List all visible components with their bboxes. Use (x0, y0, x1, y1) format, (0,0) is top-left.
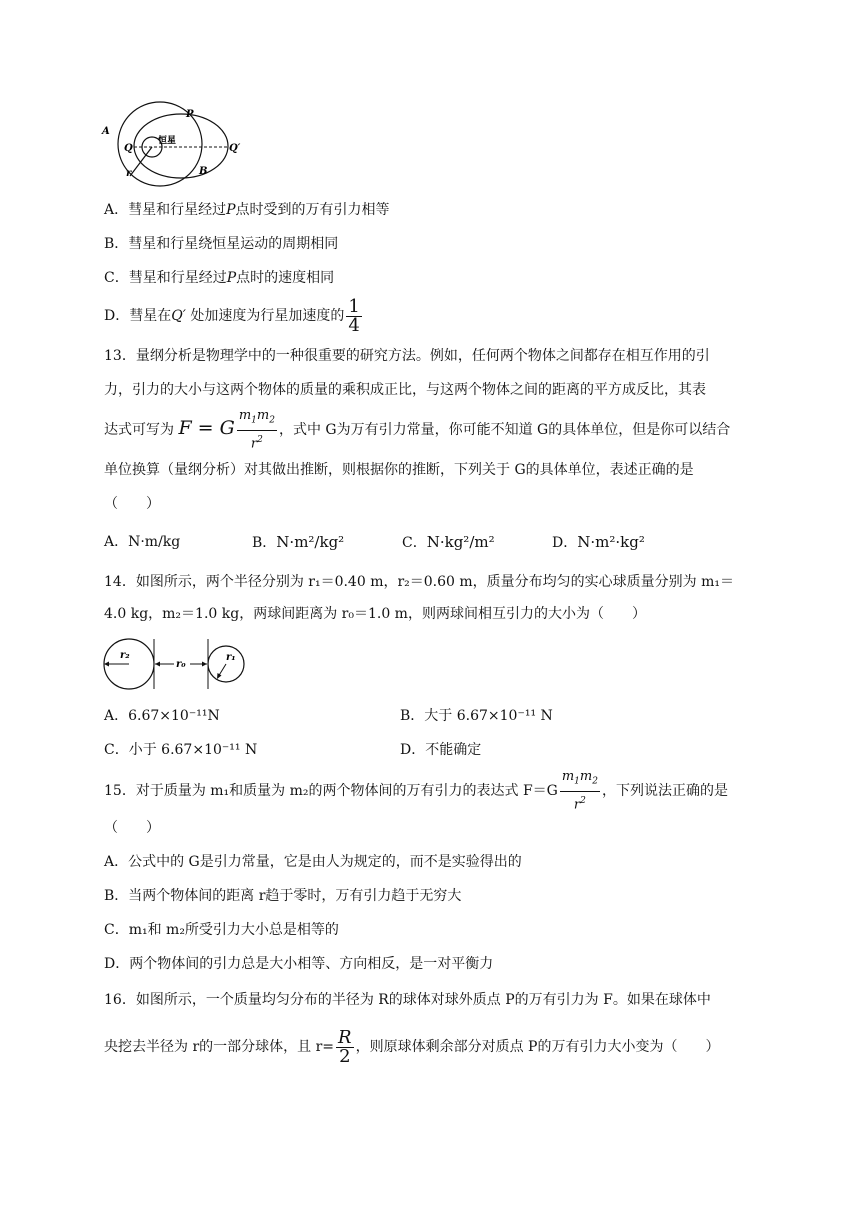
q13-option-b-unit: N·m²/kg² (276, 533, 345, 551)
q12-fraction (346, 295, 361, 336)
q14-option-b: B．大于 6.67×10⁻¹¹ N (400, 708, 553, 724)
q13-option-a: A．N·m/kg (104, 534, 181, 550)
q12-option-c (104, 268, 334, 288)
q12-option-d-post: 处加速度为行星加速度的 (185, 308, 345, 324)
q12-option-a-post: 点时受到的万有引力相等 (235, 202, 390, 218)
q13-option-d-unit: N·m²·kg² (577, 533, 645, 551)
q16-fraction-num: R (338, 1026, 352, 1048)
sphere-2-arrow-icon (104, 662, 109, 667)
q12-fraction-den: 4 (348, 314, 360, 336)
q12-option-a (104, 200, 390, 220)
q12-option-c-pre: C．彗星和行星经过 (104, 270, 227, 286)
q15-option-d: D．两个物体间的引力总是大小相等、方向相反，是一对平衡力 (104, 956, 494, 972)
r0-arrow-right-icon (202, 662, 207, 667)
q15-line-1 (104, 768, 728, 812)
q13-paren: （ ） (104, 496, 160, 512)
q13-line-2: 力，引力的大小与这两个物体的质量的乘积成正比，与这两个物体之间的距离的平方成反比，其表 (104, 382, 706, 398)
orbit-label-Qp: Q′ (229, 143, 241, 154)
q13-line-3-post: ，式中 G为万有引力常量，你可能不知道 G的具体单位，但是你可以结合 (278, 422, 731, 438)
q15-option-c: C．m₁和 m₂所受引力大小总是相等的 (104, 922, 339, 938)
q15-paren: （ ） (104, 820, 160, 836)
orbit-figure (100, 100, 250, 190)
orbit-label-B: B (199, 166, 208, 177)
q13-formula: F = G $\frac{m_1m_2}{r^2}$ (178, 408, 275, 451)
q13-option-c (402, 532, 495, 553)
q12-option-a-var: P (226, 202, 236, 218)
q15-line-1-post: ，下列说法正确的是 (601, 782, 728, 799)
q13-line-1: 13．量纲分析是物理学中的一种很重要的研究方法。例如，任何两个物体之间都存在相互作用的引 (104, 348, 710, 364)
q16-line-2-pre: 央挖去半径为 r的一部分球体，且 r= (104, 1039, 335, 1055)
q13-option-b (252, 532, 344, 553)
q12-fraction-num: 1 (348, 295, 360, 317)
orbit-label-A: A (102, 126, 110, 137)
q15-option-b: B．当两个物体间的距离 r趋于零时，万有引力趋于无穷大 (104, 888, 462, 904)
fig-label-r0: r₀ (176, 659, 186, 670)
q13-line-3-pre: 达式可写为 (104, 422, 174, 438)
q13-line-4: 单位换算（量纲分析）对其做出推断，则根据你的推断，下列关于 G的具体单位，表述正确的是 (104, 462, 694, 478)
q12-option-c-post: 点时的速度相同 (236, 270, 335, 286)
q14-option-a: A．6.67×10⁻¹¹N (104, 708, 220, 724)
q12-option-d-var: Q′ (171, 308, 186, 324)
q16-fraction (336, 1026, 354, 1067)
q15-line-1-pre: 15．对于质量为 m₁和质量为 m₂的两个物体间的万有引力的表达式 F＝G (104, 782, 558, 799)
q12-option-d-pre: D．彗星在 (104, 308, 172, 324)
q16-fraction-den: 2 (339, 1045, 351, 1067)
q12-option-a-pre: A．彗星和行星经过 (104, 202, 227, 218)
sphere-1-arrow-icon (217, 673, 222, 679)
spheres-figure (102, 636, 252, 692)
comet-orbit-ellipse (134, 114, 228, 178)
radius-line (130, 147, 152, 176)
q14-line-2: 4.0 kg，m₂＝1.0 kg，两球间距离为 r₀＝1.0 m，则两球间相互引力的大小为（ ） (104, 606, 646, 622)
orbit-label-r: r (126, 168, 132, 179)
q12-option-b: B．彗星和行星绕恒星运动的周期相同 (104, 236, 339, 252)
q15-option-a: A．公式中的 G是引力常量，它是由人为规定的，而不是实验得出的 (104, 854, 522, 870)
q13-option-b-label: B． (252, 535, 277, 551)
q13-option-c-unit: N·kg²/m² (426, 533, 495, 551)
q14-option-d: D．不能确定 (400, 742, 482, 758)
q13-line-3 (104, 406, 730, 450)
q15-formula-fraction: $\frac{m_1m_2}{r^2}$ (561, 769, 598, 812)
q14-line-1: 14．如图所示，两个半径分别为 r₁＝0.40 m，r₂＝0.60 m，质量分布均匀的实心球质量分别为 m₁＝ (104, 574, 735, 590)
q16-line-2-post: ，则原球体剩余部分对质点 P的万有引力大小变为（ ） (355, 1039, 720, 1055)
q16-line-2 (104, 1022, 719, 1072)
orbit-label-P: P (186, 109, 194, 120)
q14-option-c: C．小于 6.67×10⁻¹¹ N (104, 742, 258, 758)
orbit-label-star: 恒星 (158, 136, 177, 146)
q12-option-c-var: P (226, 270, 237, 286)
q12-option-d (104, 296, 364, 336)
q16-line-1: 16．如图所示，一个质量均匀分布的半径为 R的球体对球外质点 P的万有引力为 F。如果在球体中 (104, 992, 711, 1008)
q13-option-d (552, 532, 645, 553)
orbit-label-Q: Q (124, 143, 133, 154)
fig-label-r2: r₂ (120, 650, 130, 661)
r0-arrow-left-icon (155, 662, 160, 667)
fig-label-r1: r₁ (226, 652, 236, 663)
q13-option-c-label: C． (402, 535, 427, 551)
q13-option-d-label: D． (552, 535, 578, 551)
